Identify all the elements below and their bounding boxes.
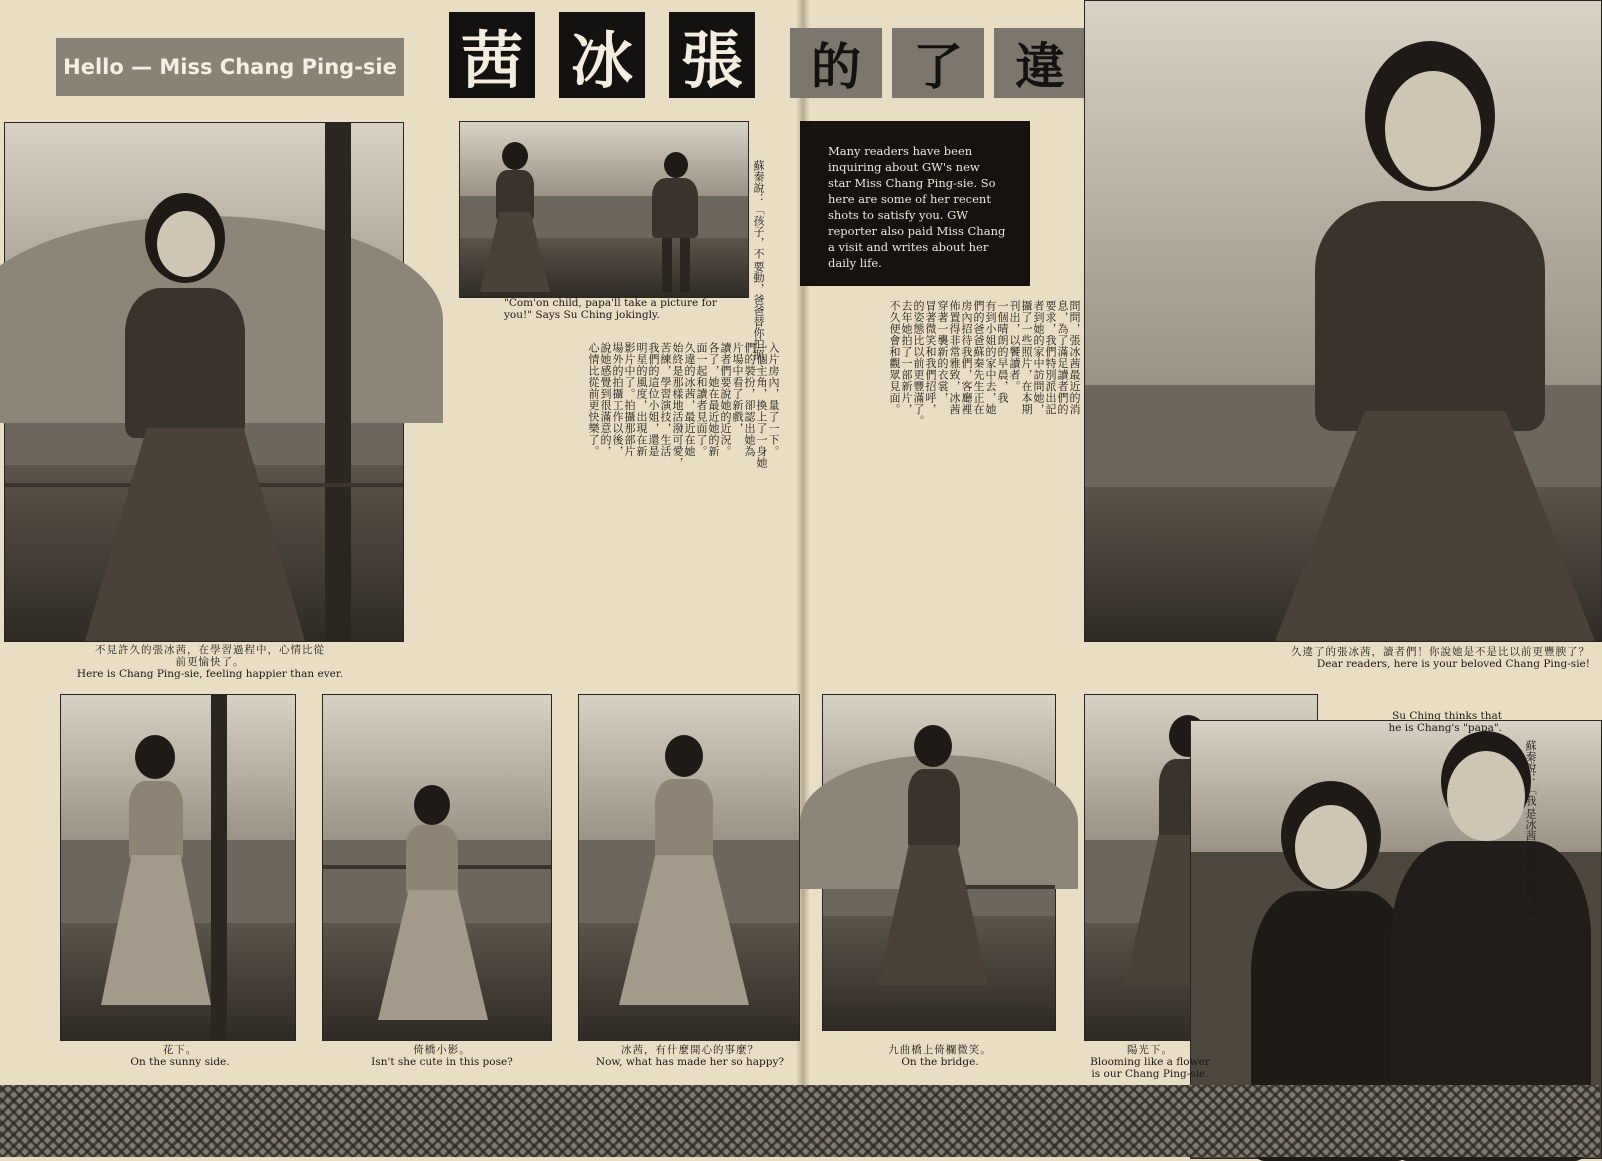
title-char-box: [790, 28, 882, 98]
photo-on-bridge: [822, 694, 1056, 1031]
caption-zh: 久違了的張冰茜，讀者們！你說她是不是比以前更豐腴了？: [1291, 646, 1590, 658]
caption-en: On the sunny side.: [130, 1056, 230, 1068]
article-column: 攝了一些照片，在本期: [1020, 300, 1033, 415]
article-column: 去年她拍了一部新片，: [900, 300, 913, 415]
title-char-box: [449, 12, 535, 98]
article-column: 冒著微笑和我們招呼，: [924, 300, 937, 415]
caption-zh: 倚橋小影。: [413, 1044, 471, 1056]
papa-zh-caption: [1524, 740, 1537, 920]
intro-box: [800, 121, 1030, 286]
caption-on-bridge: [860, 1044, 1020, 1068]
article-column: 房內招待我們，客廳裡: [960, 300, 973, 415]
garden-portrait-caption: [40, 644, 380, 680]
caption-line: 爸爸！」: [1524, 876, 1537, 920]
article-column: 場外的拍攝工作以後，: [611, 342, 624, 457]
caption-line: 要動，爸爸替你拍照。」: [752, 261, 765, 377]
caption-blooming: [1090, 1044, 1210, 1080]
title-char: 的: [811, 37, 861, 96]
papa-en-caption: [1382, 710, 1502, 734]
article-column: 影片中了。拍攝那部片: [623, 342, 636, 457]
intro-text: Many readers have been inquiring about GW's new star Miss Chang Ping-sie. So here are some of her recent shots to satisfy you. GW reporter also paid Miss Chang a visit and writes about her daily life.: [828, 144, 1006, 270]
caption-en: Blooming like a flower is our Chang Ping-sie.: [1090, 1056, 1210, 1080]
article-columns-left: [461, 342, 779, 634]
title-char-box: [669, 12, 755, 98]
caption-zh: 冰茜，有什麼開心的事麼？: [621, 1044, 759, 1056]
caption-zh: 不見許久的張冰茜，在學習過程中，心情比從: [95, 644, 325, 656]
article-column: 始終是那樣地活潑可愛，: [671, 342, 684, 469]
caption-en: On the bridge.: [901, 1056, 979, 1068]
title-char-box: [559, 12, 645, 98]
banner-text: Hello — Miss Chang Ping-sie: [63, 55, 397, 79]
article-column: 苦練，學習演技，生活: [659, 342, 672, 457]
title-char-box: [994, 28, 1086, 98]
caption-zh: 九曲橋上倚欄微笑。: [888, 1044, 992, 1056]
article-column: 說她感覺到很滿意的，: [599, 342, 612, 457]
caption-zh: 陽光下。: [1127, 1044, 1173, 1056]
caption-line: 是冰茜的冒牌: [1524, 808, 1537, 874]
article-column: 一個主角，換上了一身她: [755, 342, 768, 469]
article-column: 的姿態比以前更豐滿了。: [912, 300, 925, 427]
article-column: 們的裝扮，卻認出她為: [743, 342, 756, 457]
photo-sunny-side: [60, 694, 296, 1041]
caption-zh: 花下。: [162, 1044, 198, 1056]
photo-bridge-pose: [322, 694, 552, 1041]
article-column: 要求，我們特別派出記: [1044, 300, 1057, 415]
article-column: 穿著一襲新的衣裳，: [936, 300, 949, 404]
title-char: 了: [913, 37, 963, 96]
caption-en: Su Ching thinks that he is Chang's "papa".: [1388, 710, 1502, 734]
article-column: 讀者們要說她的近況。: [719, 342, 732, 457]
papa-camera-en-caption: [504, 297, 744, 321]
title-char-box: [892, 28, 984, 98]
caption-bridge-pose: [352, 1044, 532, 1068]
article-column: 我們的這位小姐，還是: [647, 342, 660, 457]
photo-garden-portrait: [4, 122, 404, 642]
english-title-banner: [56, 38, 404, 96]
article-columns-right: [810, 300, 1080, 634]
article-column: 面一起和讀者見面了。: [695, 342, 708, 457]
article-column: 佈置得非常雅致，冰茜: [948, 300, 961, 415]
caption-en: Dear readers, here is your beloved Chang Ping-sie!: [1316, 658, 1590, 670]
article-column: 有到小姐的家中去，她: [984, 300, 997, 415]
caption-happy: [580, 1044, 800, 1068]
article-column: 久違的冰茜，最近在她: [683, 342, 696, 457]
caption-sunny-side: [110, 1044, 250, 1068]
caption-zh: 前更愉快了。: [175, 656, 245, 668]
article-column: 明星的風度，出現在新: [635, 342, 648, 457]
article-column: 不久便會和觀眾見面。: [888, 300, 901, 415]
title-char: 冰: [570, 23, 633, 97]
article-column: 們的爸爸蘇秦先生正在: [972, 300, 985, 415]
photo-happy: [578, 694, 800, 1041]
article-column: 入片房內，量了一下。: [767, 342, 780, 457]
caption-en: Now, what has made her so happy?: [595, 1056, 785, 1068]
photo-branch-portrait: [1084, 0, 1602, 642]
caption-en: "Com'on child, papa'll take a picture for you!" Says Su Ching jokingly.: [504, 297, 717, 321]
caption-en: Isn't she cute in this pose?: [371, 1056, 513, 1068]
article-column: 者到她的家中訪問她，: [1032, 300, 1045, 415]
caption-en: Here is Chang Ping-sie, feeling happier than ever.: [76, 668, 344, 680]
article-column: 心情比從前更快樂了。: [587, 342, 600, 457]
article-column: 問問，張冰茜最近的消: [1068, 300, 1081, 415]
branch-portrait-caption: [1150, 646, 1590, 670]
title-char: 違: [1015, 37, 1065, 96]
article-column: 片場中看了新戲，: [731, 342, 744, 434]
title-char: 茜: [460, 23, 523, 97]
papa-camera-zh-caption: [752, 160, 765, 377]
article-column: 刊出，以饗讀者。: [1008, 300, 1021, 392]
title-char: 張: [680, 23, 743, 97]
caption-line: 蘇秦說：「孩子，不: [752, 160, 765, 259]
article-column: 息，為了滿足讀者們的: [1056, 300, 1069, 415]
caption-line: 蘇秦說：「我: [1524, 740, 1537, 806]
decorative-pattern-band: [0, 1085, 1600, 1157]
article-column: 一個晴朗的早晨，我: [996, 300, 1009, 404]
article-column: 各了，她在最近她的新: [707, 342, 720, 457]
photo-papa-camera: [459, 121, 749, 298]
